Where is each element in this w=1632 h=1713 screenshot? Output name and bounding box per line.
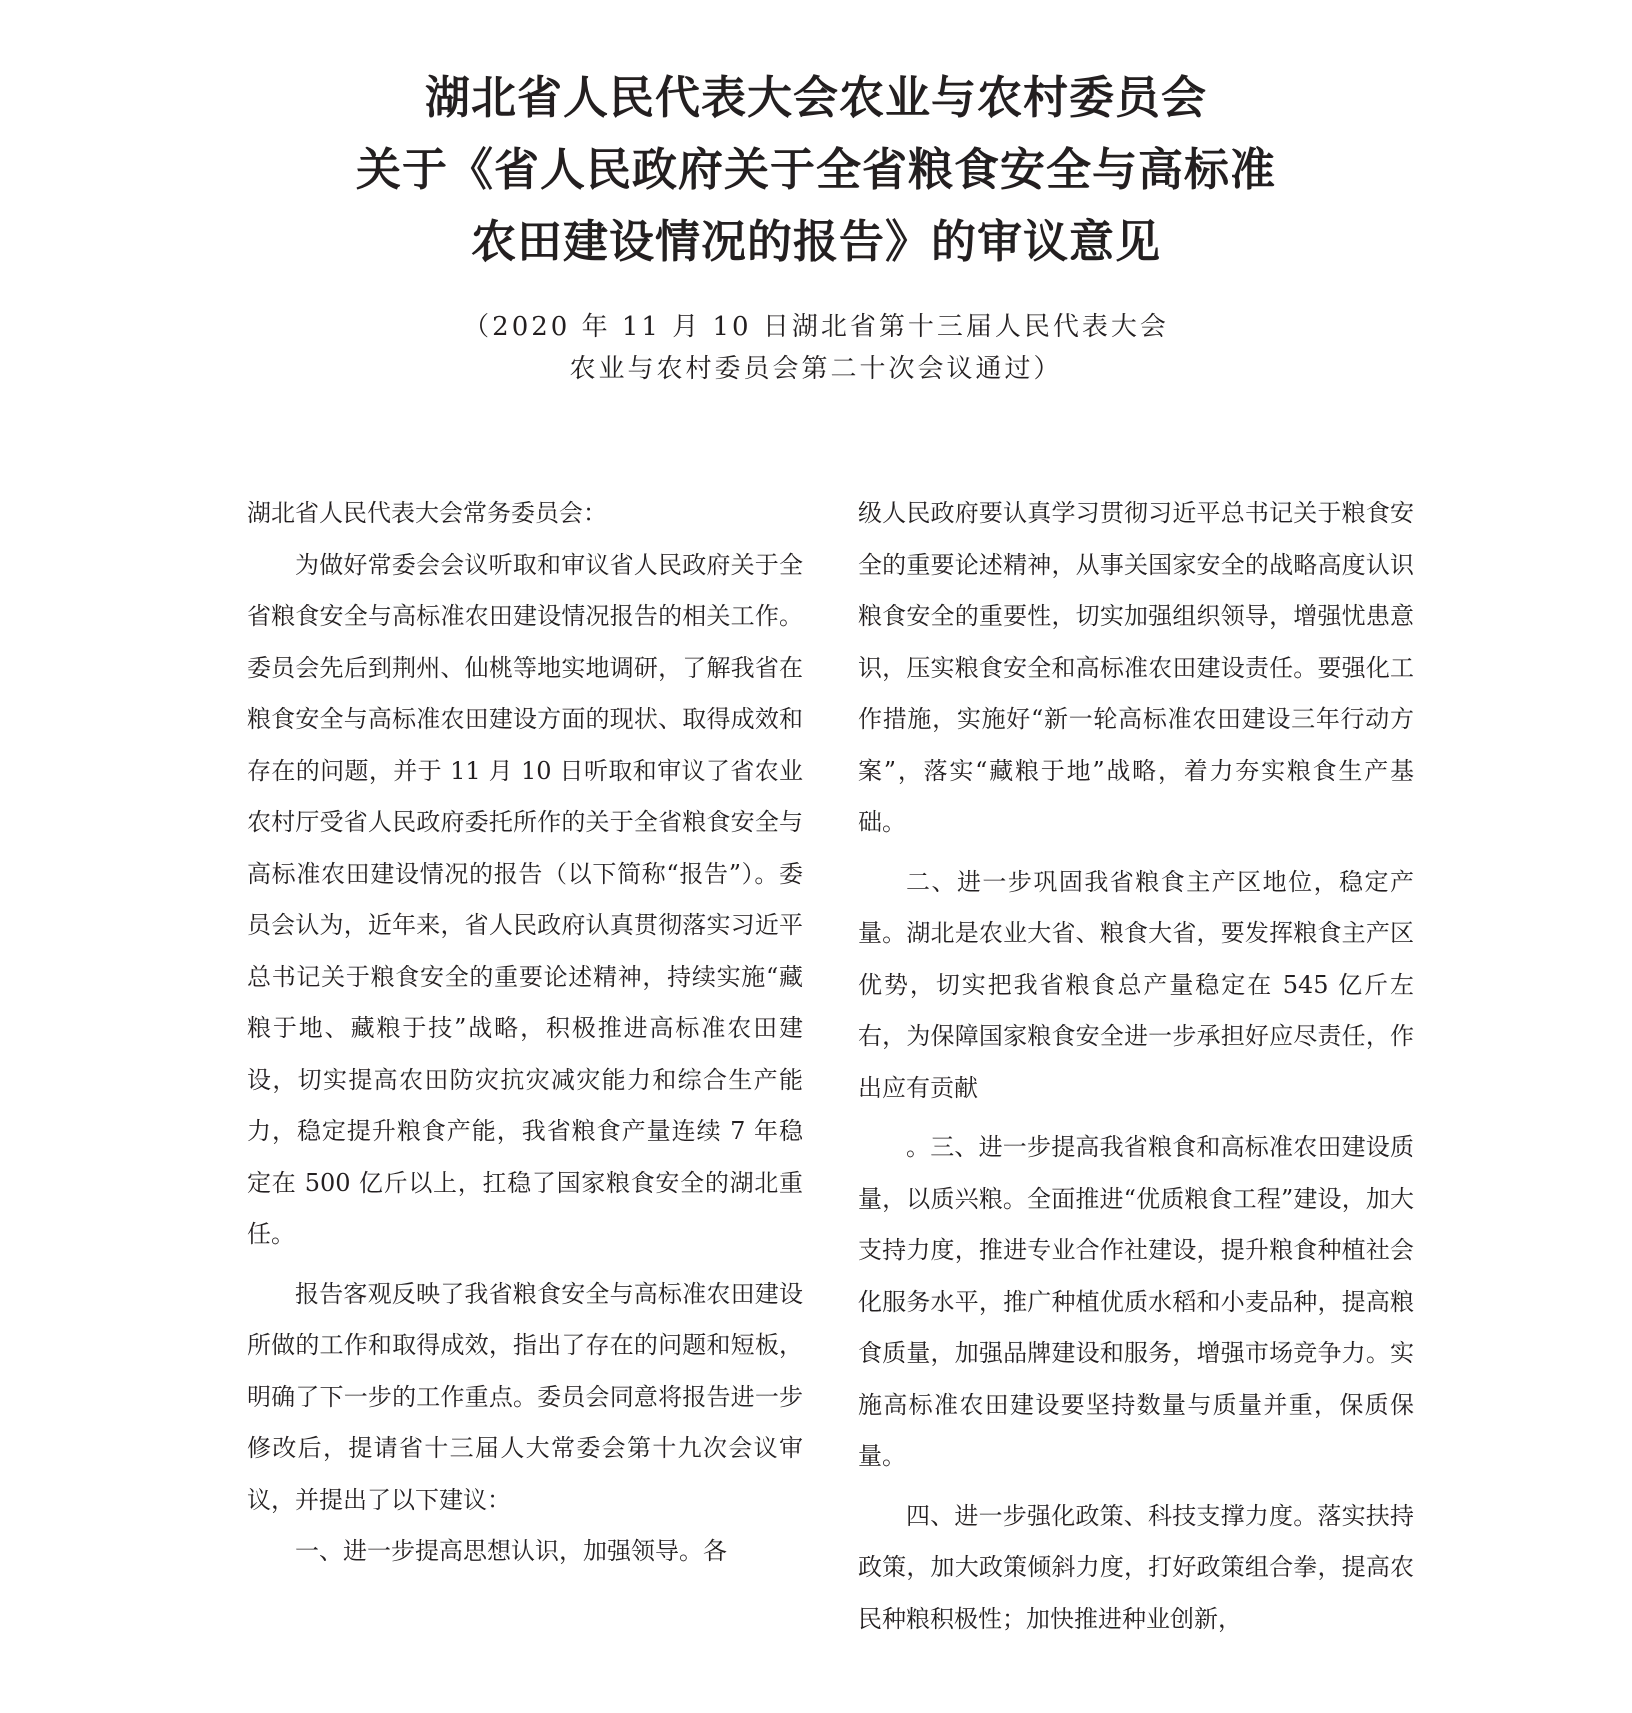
paragraph-suggestion-1-start: 一、进一步提高思想认识，加强领导。各 [295,1537,727,1565]
subtitle-line-2: 农业与农村委员会第二十次会议通过） [569,354,1063,384]
title-line-2: 关于《省人民政府关于全省粮食安全与高标准 [355,143,1276,196]
paragraph-report-summary: 报告客观反映了我省粮食安全与高标准农田建设所做的工作和取得成效，指出了存在的问题和短板，明确了下一步的工作重点。委员会同意将报告进一步修改后，提请省十三届人大常委会第十九次会议审议，并提出了以下建议： [247,1279,803,1514]
paragraph-intro: 为做好常委会会议听取和审议省人民政府关于全省粮食安全与高标准农田建设情况报告的相关工作。委员会先后到荆州、仙桃等地实地调研，了解我省在粮食安全与高标准农田建设方面的现状、取得成效和存在的问题，并于 11 月 10 日听取和审议了省农业农村厅受省人民政府委托所作的关于全省粮食安全与高标准农田建设情况的报告（以下简称“报告”）。委员会认为，近年来，省人民政府认真贯彻落实习近平总书记关于粮食安全的重要论述精神，持续实施“藏粮于地、藏粮于技”战略，积极推进高标准农田建设，切实提高农田防灾抗灾减灾能力和综合生产能力，稳定提升粮食产能，我省粮食产量连续 7 年稳定在 500 亿斤以上，扛稳了国家粮食安全的湖北重任。 [247,550,803,1248]
paragraph-suggestion-1-cont: 级人民政府要认真学习贯彻习近平总书记关于粮食安全的重要论述精神，从事关国家安全的战略高度认识粮食安全的重要性，切实加强组织领导，增强忧患意识，压实粮食安全和高标准农田建设责任。要强化工作措施，实施好“新一轮高标准农田建设三年行动方案”，落实“藏粮于地”战略，着力夯实粮食生产基础。 [858,499,1414,836]
paragraph-suggestion-2: 二、进一步巩固我省粮食主产区地位，稳定产量。湖北是农业大省、粮食大省，要发挥粮食主产区优势，切实把我省粮食总产量稳定在 545 亿斤左右，为保障国家粮食安全进一步承担好应尽责任，作出应有贡献 [858,867,1414,1102]
right-column [858,488,1414,1645]
title-line-1: 湖北省人民代表大会农业与农村委员会 [424,71,1207,124]
paragraph-suggestion-4: 四、进一步强化政策、科技支撑力度。落实扶持政策，加大政策倾斜力度，打好政策组合拳，提高农民种粮积极性；加快推进种业创新， [858,1501,1414,1633]
title-line-3: 农田建设情况的报告》的审议意见 [470,215,1161,268]
salutation: 湖北省人民代表大会常务委员会： [247,499,607,527]
document-title [0,62,1632,278]
subtitle-line-1: （2020 年 11 月 10 日湖北省第十三届人民代表大会 [463,312,1169,342]
paragraph-suggestion-3: 。三、进一步提高我省粮食和高标准农田建设质量，以质兴粮。全面推进“优质粮食工程”建设，加大支持力度，推进专业合作社建设，提升粮食种植社会化服务水平，推广种植优质水稻和小麦品种，提高粮食质量，加强品牌建设和服务，增强市场竞争力。实施高标准农田建设要坚持数量与质量并重，保质保量。 [858,1133,1414,1470]
left-column [247,488,803,1578]
document-subtitle [0,306,1632,390]
